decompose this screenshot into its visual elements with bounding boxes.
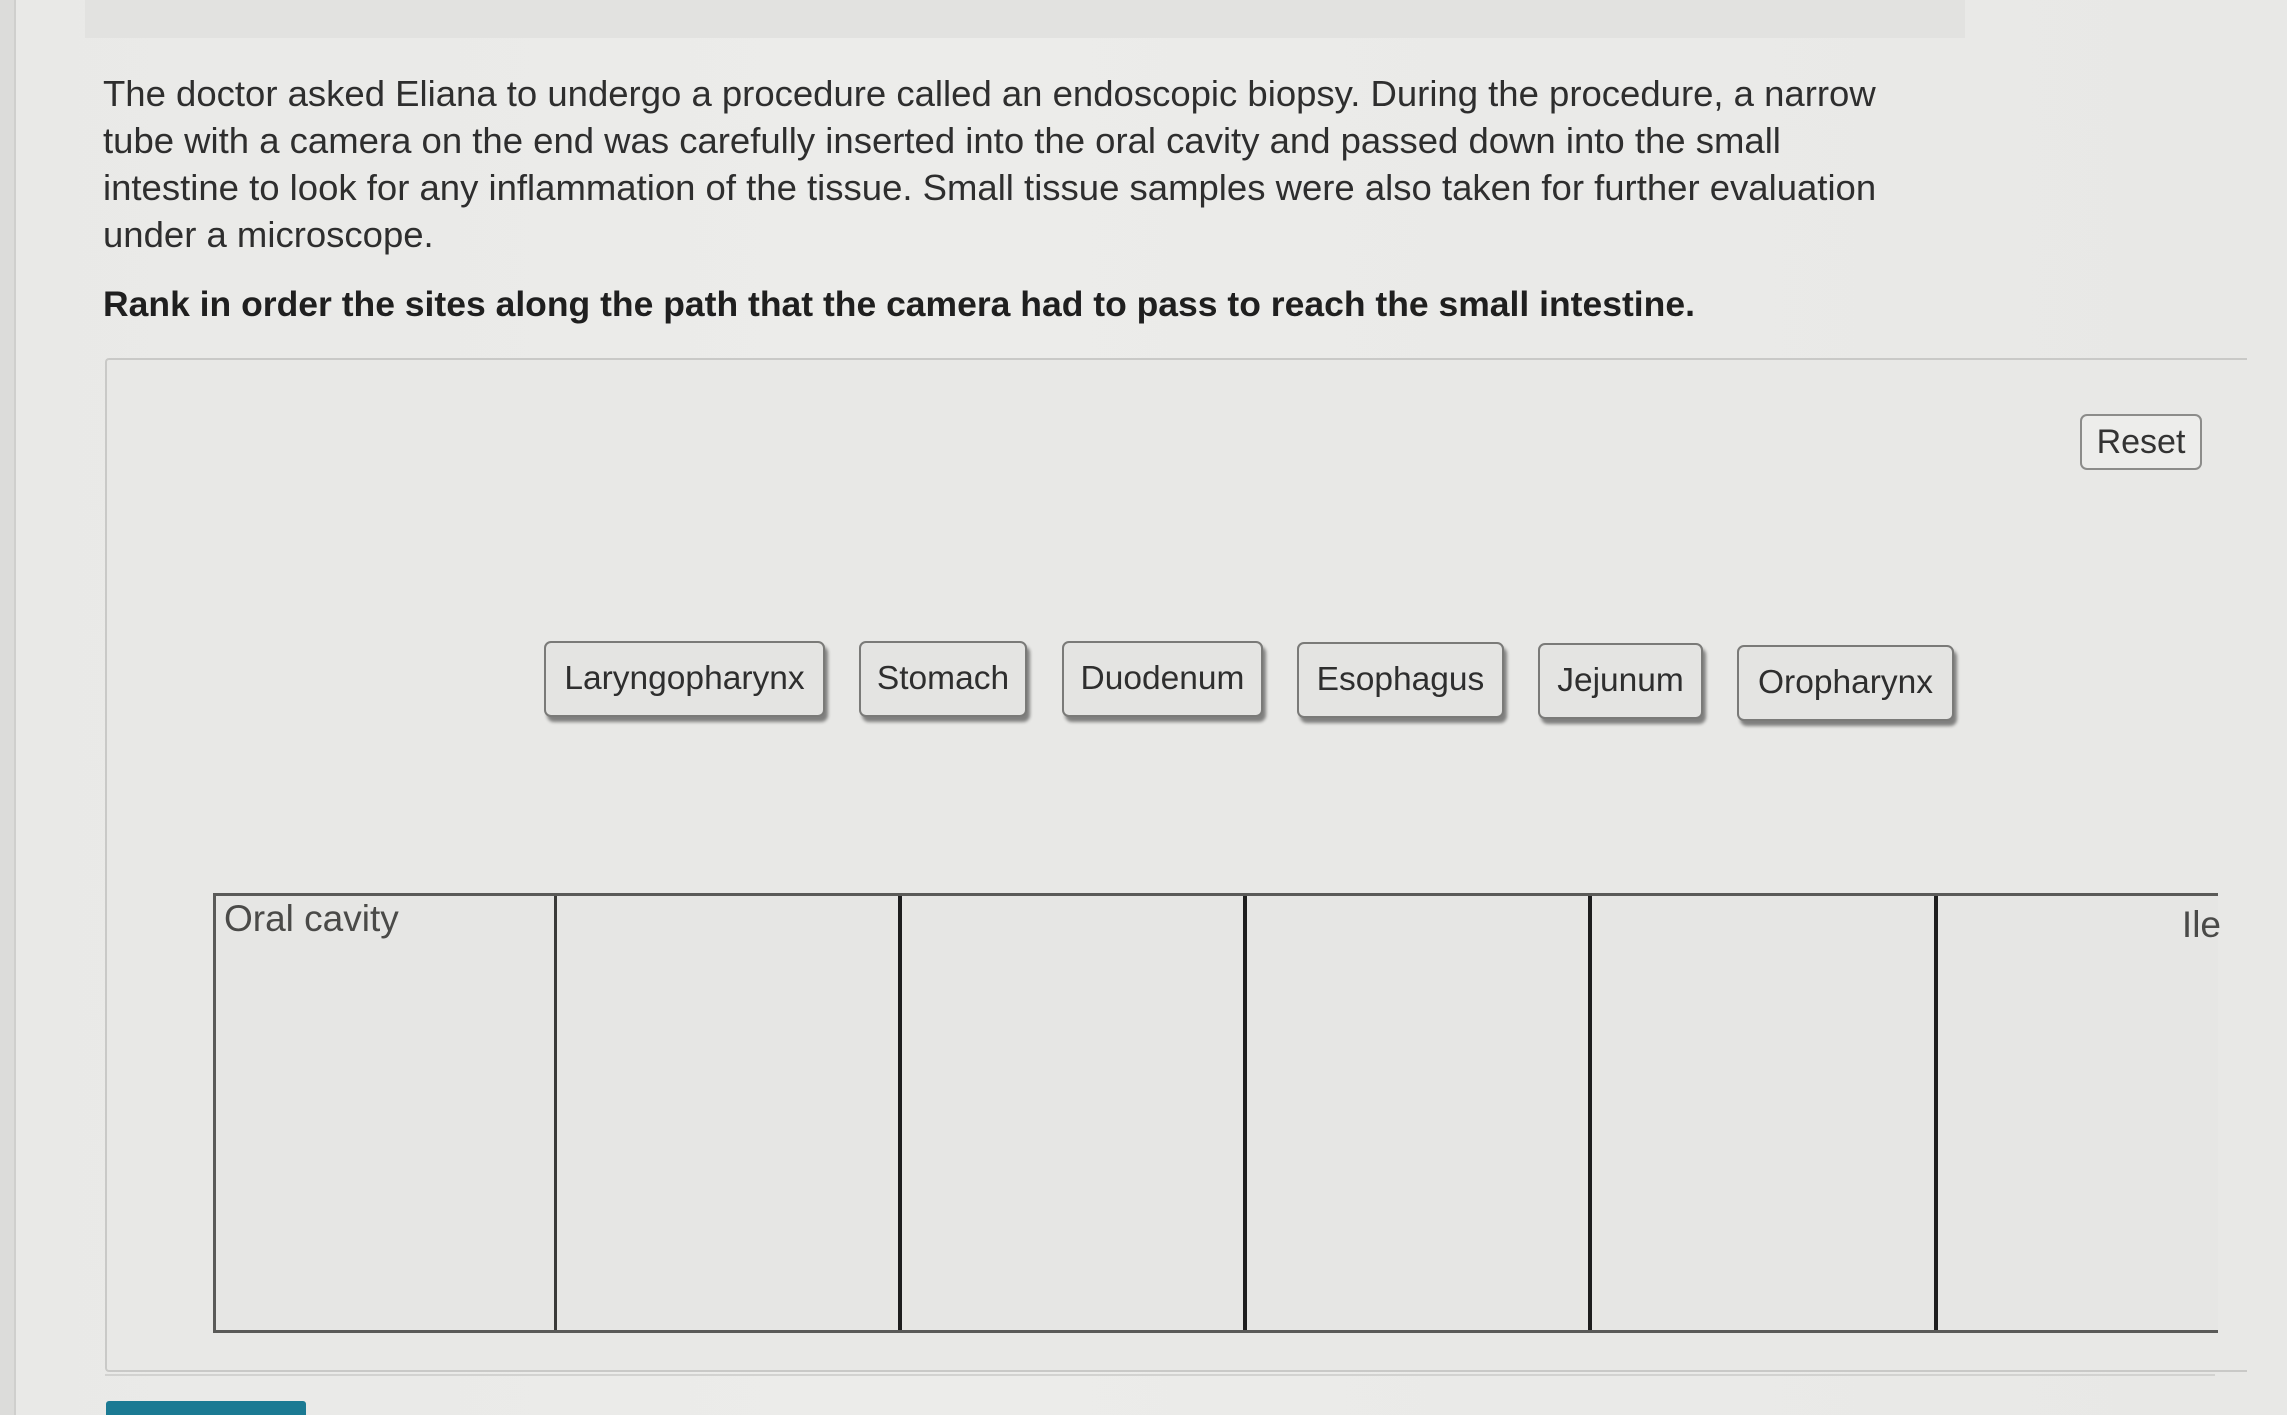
choice-chip-stomach[interactable]: Stomach [859, 641, 1027, 717]
top-band [85, 0, 1965, 38]
choice-chip-oropharynx[interactable]: Oropharynx [1737, 645, 1954, 721]
ranking-instruction: Rank in order the sites along the path that the camera had to pass to reach the small intestine. [103, 284, 1695, 324]
ranking-end-slot [1938, 896, 2221, 1330]
choice-chip-jejunum[interactable]: Jejunum [1538, 643, 1703, 719]
end-anchor-label: Ile [2181, 904, 2221, 945]
ranking-drop-slot[interactable] [557, 896, 902, 1330]
choice-chip-laryngopharynx[interactable]: Laryngopharynx [544, 641, 825, 717]
prompt-line-3: intestine to look for any inflammation of the tissue. Small tissue samples were also taken for further evaluation [103, 167, 1877, 208]
prompt-line-2: tube with a camera on the end was carefully inserted into the oral cavity and passed down into the small [103, 120, 1781, 161]
reset-button[interactable]: Reset [2080, 414, 2202, 470]
ranking-drop-slot[interactable] [1247, 896, 1592, 1330]
ranking-drop-area [213, 893, 2221, 1333]
ranking-drop-slot[interactable] [902, 896, 1247, 1330]
left-edge-strip [0, 0, 16, 1415]
prompt-line-4: under a microscope. [103, 214, 434, 255]
panel-divider [105, 1374, 2215, 1376]
start-anchor-label: Oral cavity [224, 898, 399, 939]
ranking-drop-slot[interactable] [1592, 896, 1938, 1330]
prompt-line-1: The doctor asked Eliana to undergo a procedure called an endoscopic biopsy. During the procedure, a narrow [103, 73, 1876, 114]
choice-chip-duodenum[interactable]: Duodenum [1062, 641, 1263, 717]
question-prompt [103, 70, 1983, 258]
choice-chip-esophagus[interactable]: Esophagus [1297, 642, 1504, 718]
ranking-start-slot [216, 896, 557, 1330]
submit-button[interactable] [106, 1401, 306, 1415]
